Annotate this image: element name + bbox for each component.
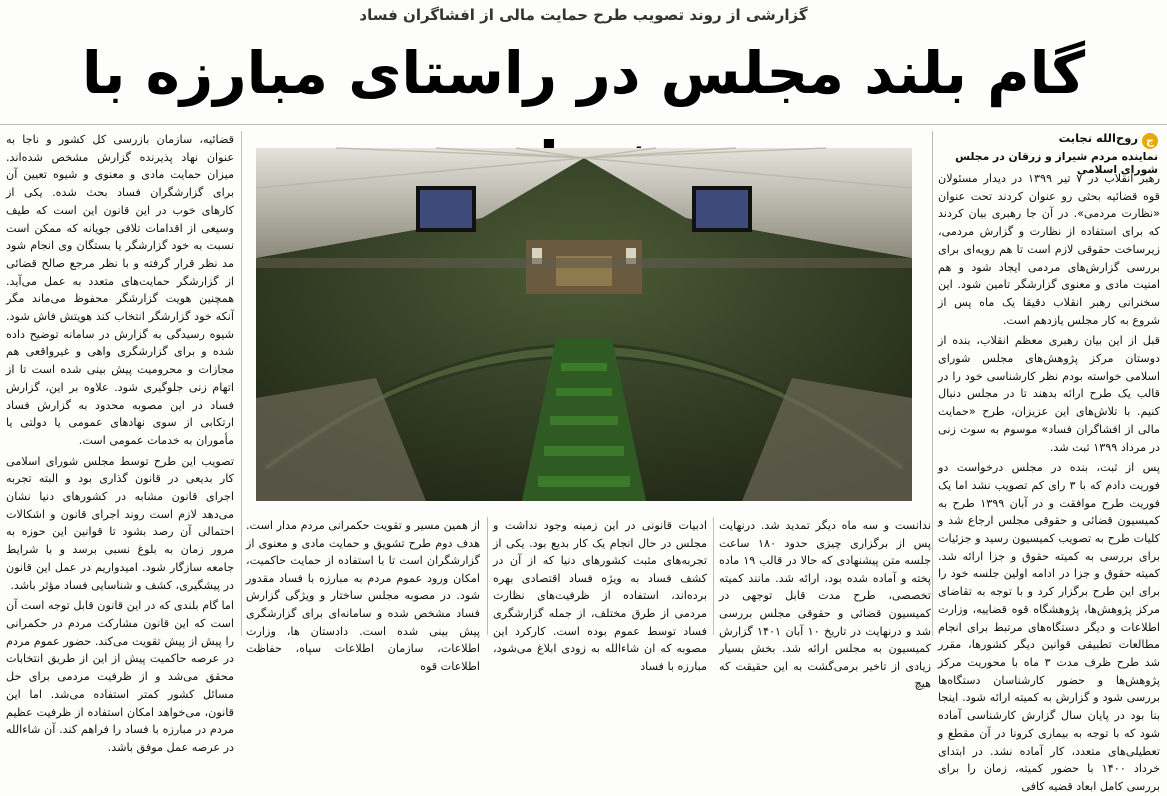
right-paragraph-2: قبل از این بیان رهبری معظم انقلاب، بنده از دوستان مرکز پژوهش‌های مجلس شورای اسلامی خواسته بودم نظر کارشناسی خود را در قالب یک طرح ارائه بدهند تا در مجلس دنبال کنیم. با تلاش‌های این عزیزان، طرح «حمایت مالی از افشاگران فساد» موسوم به سوت زنی در مرداد ۱۳۹۹ ثبت شد.: [938, 334, 1160, 454]
author-title: نماینده مردم شیراز و زرقان در مجلس شورای اسلامی: [955, 150, 1158, 176]
author-name: روح‌الله نجابت: [1058, 131, 1138, 145]
column-divider-left: [241, 131, 242, 636]
article-kicker: گزارشی از روند تصویب طرح حمایت مالی از افشاگران فساد: [359, 6, 808, 24]
left-paragraph-2: تصویب این طرح توسط مجلس شورای اسلامی کار بدیعی در قانون گذاری بود و البته تجربه اجرای قانون مشابه در کشورهای دنیا نشان می‌دهد لازم است روند اجرای قانون و اشکالات احتمالی آن رصد بشود تا قوانین این حوزه به مرور زمان به بلوغ نسبی برسد و با شرایط جامعه سازگار شود. امیدواریم در عمل این قانون در پیشگیری، کشف و شناسایی فساد مؤثر باشد.: [6, 454, 234, 592]
parliament-photo: [256, 148, 912, 501]
bottom-divider-1: [713, 517, 714, 635]
bottom-column-3: از همین مسیر و تقویت حکمرانی مردم مدار است. هدف دوم طرح تشویق و حمایت مادی و معنوی از گزارشگران است تا با استفاده از حمایت حاکمیت، امکان ورود عموم مردم به مبارزه با فساد مقدور شود. در مصوبه مجلس ساختار و ویژگی گزارش فساد مشخص شده و سامانه‌ای برای گزارشگری پیش بینی شده است. دادستان ها، وزارت اطلاعات، سازمان اطلاعات سپاه، حفاظت اطلاعات قوه: [246, 519, 480, 673]
headline-divider: [0, 124, 1167, 125]
left-paragraph-1: قضائیه، سازمان بازرسی کل کشور و ناجا به عنوان نهاد پذیرنده گزارش مشخص شده‌اند. میزان حمایت مادی و معنوی و شیوه تعیین آن برای گزارشگران فساد بحث شده. یکی از کارهای خوب در این قانون این است که طیف وسیعی از اقدامات تلافی جویانه که ممکن است نسبت به خود گزارشگر یا بستگان وی انجام شود مد نظر قرار گرفته و با نظر مرجع صالح قضائی از گزارشگر حمایت‌های متعدد به عمل می‌آید. همچنین هویت گزارشگر محفوظ می‌ماند مگر آنکه خود گزارشگر انتخاب کند هویتش فاش شود. شیوه رسیدگی به گزارش در سامانه توضیح داده شده و برای گزارشگری واهی و غیرواقعی هم مجازات و محرومیت پیش بینی شده است تا از اتهام زنی جلوگیری شود. علاوه بر این، گزارش فساد در این مصوبه محدود به گزارش فساد ارتکابی از سوی نهادهای عمومی یا دولتی یا مأموران به خدمات عمومی است.: [6, 133, 234, 447]
column-divider-right: [932, 131, 933, 636]
bottom-column-2: ادبیات قانونی در این زمینه وجود نداشت و مجلس در حال انجام یک کار بدیع بود. یکی از تجربه‌های مثبت کشورهای دنیا که از آن در کشف فساد به ویژه فساد اقتصادی بهره برده‌اند، استفاده از ظرفیت‌های نظارت مردمی از طرق مختلف، از جمله گزارشگری فساد توسط عموم بوده است. کارکرد این مصوبه که ان شاءالله به زودی ابلاغ می‌شود، مبارزه با فساد: [493, 519, 707, 673]
bottom-column-1: ندانست و سه ماه دیگر تمدید شد. درنهایت پس از برگزاری چیزی حدود ۱۸۰ ساعت جلسه متن پیشنهادی که حالا در قالب ۱۹ ماده پخته و آماده شده بود، ارائه شد. مانند کمیته تخصصی، طرح مدت قابل توجهی در کمیسیون قضائی و حقوقی مجلس بررسی شد و درنهایت در تاریخ ۱۰ آبان ۱۴۰۱ گزارش کمیسیون به مجلس ارائه شد. بخش بسیار زیادی از تاخیر برمی‌گشت به این حقیقت که هیچ: [719, 519, 932, 691]
parliament-hall-image: [256, 148, 912, 501]
bottom-divider-2: [487, 517, 488, 635]
newspaper-logo-icon: ج: [1142, 133, 1158, 149]
left-paragraph-3: اما گام بلندی که در این قانون قابل توجه است آن است که این قانون مشارکت مردم در حکمرانی را پیش از پیش تقویت می‌کند. حضور عموم مردم در عرصه حاکمیت پیش از این از طریق انتخابات محقق می‌شد و از ظرفیت مردمی برای حل مسائل کشور کمتر استفاده می‌شد. اما این قانون، می‌خواهد امکان استفاده از ظرفیت عظیم مردم در مبارزه با فساد را فراهم کند. آن شاءالله در عرصه عمل موفق باشد.: [6, 599, 234, 754]
author-block: [946, 131, 1158, 176]
article-headline: گام بلند مجلس در راستای مبارزه با: [81, 39, 1086, 107]
right-paragraph-3: پس از ثبت، بنده در مجلس درخواست دو فوریت دادم که با ۳ رای کم تصویب نشد اما یک فوریت طرح موافقت و در آبان ۱۳۹۹ طرح به کمیسیون قضائی و حقوقی مجلس ارجاع شد و کلیات طرح به تصویب کمیسیون رسید و جزئیات برای بررسی به کمیته حقوق و جزا ارائه شد. کمیته حقوق و جزا در ادامه اولین جلسه خود را برای این طرح برگزار کرد و با توجه به تقاضای مرکز پژوهش‌ها، پژوهشگاه قوه قضاییه، وزارت اطلاعات و دیگر دستگاه‌های مرتبط برای انجام مطالعات تطبیقی قوانین دیگر کشورها، مقرر شد طرح ظرف مدت ۳ ماه با محوریت مرکز پژوهش‌ها و حضور کارشناسان دستگاه‌ها بررسی شود و گزارش به کمیته ارائه شود. اینجا بنا بود در پایان سال گزارش کارشناسی آماده شود که با توجه به بیماری کرونا در آن مقطع و تعطیلی‌های متعدد، کار آماده نشد. در ابتدای خرداد ۱۴۰۰ با حضور کمیته، زمان را برای بررسی کامل ابعاد قضیه کافی: [938, 461, 1161, 793]
right-paragraph-1: رهبر انقلاب در ۷ تیر ۱۳۹۹ در دیدار مسئولان قوه قضائیه بحثی رو عنوان کردند تحت عنوان «نظارت مردمی». در آن جا رهبری بیان کردند که برای استفاده از نظارت و گزارش مردمی، زیرساخت حقوقی لازم است تا هم رویه‌ای برای بررسی گزارش‌های مردمی ایجاد شود و هم امنیت مادی و معنوی گزارشگر تامین شود. این سخنرانی رهبر انقلاب دقیقا یک ماه پس از شروع به کار مجلس یازدهم است.: [938, 172, 1160, 327]
left-column: [6, 131, 234, 754]
right-column: [938, 170, 1161, 793]
